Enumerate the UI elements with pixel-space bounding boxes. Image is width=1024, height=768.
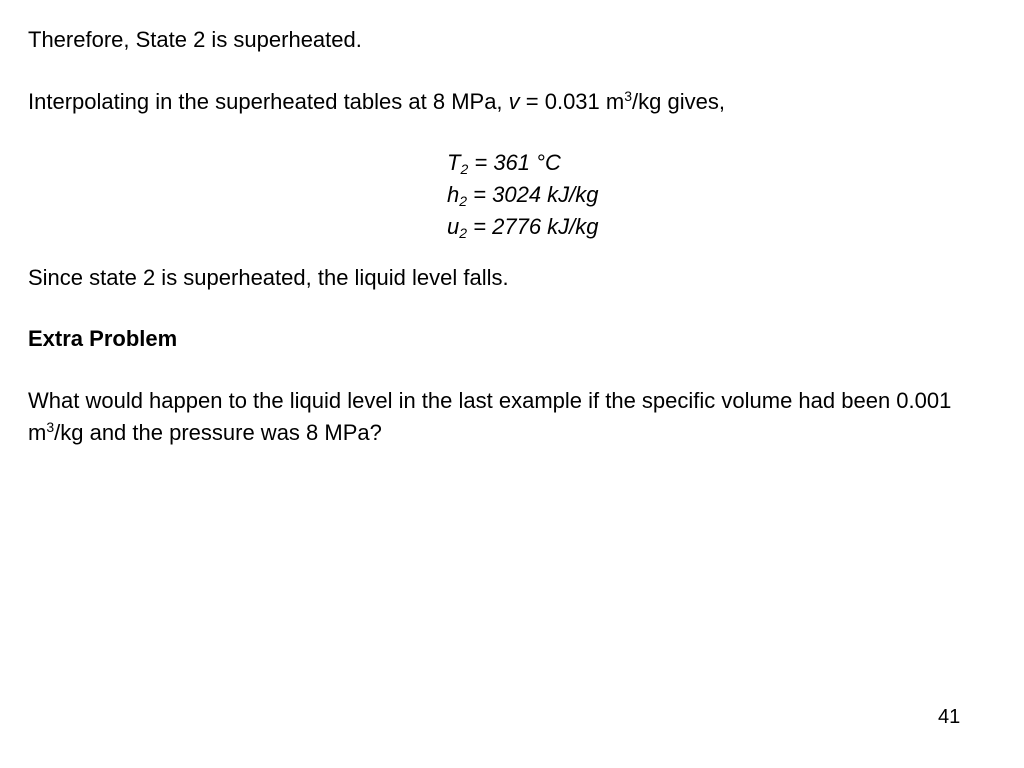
interpolation-prefix: Interpolating in the superheated tables at 8 MPa,: [28, 89, 509, 114]
question-exponent: 3: [46, 419, 55, 435]
extra-problem-question: [28, 385, 988, 449]
results-block: [447, 147, 599, 243]
interpolation-value: = 0.031 m: [519, 89, 625, 114]
equation-value: = 3024 kJ/kg: [467, 182, 599, 207]
equation-symbol: h: [447, 182, 460, 207]
equation-subscript: 2: [459, 193, 468, 209]
equation-symbol: T: [447, 150, 461, 175]
equation-subscript: 2: [460, 161, 469, 177]
equation-subscript: 2: [459, 225, 468, 241]
equation-value: = 2776 kJ/kg: [467, 214, 599, 239]
interpolation-statement: [28, 86, 725, 118]
equation-internal-energy: [447, 211, 599, 243]
page-number: 41: [938, 706, 961, 728]
interpolation-exponent: 3: [624, 88, 633, 104]
equation-temperature: [447, 147, 599, 179]
question-suffix: /kg and the pressure was 8 MPa?: [54, 420, 382, 445]
statement-superheated: Therefore, State 2 is superheated.: [28, 27, 362, 52]
interpolation-suffix: /kg gives,: [632, 89, 725, 114]
question-prefix: What would happen to the liquid level in the last example if the specific volume had been 0.001 m: [28, 388, 952, 445]
liquid-level-statement: Since state 2 is superheated, the liquid level falls.: [28, 265, 509, 290]
equation-value: = 361 °C: [468, 150, 561, 175]
equation-enthalpy: [447, 179, 599, 211]
specific-volume-symbol: v: [508, 89, 520, 114]
equation-symbol: u: [447, 214, 460, 239]
extra-problem-heading: Extra Problem: [28, 326, 178, 351]
